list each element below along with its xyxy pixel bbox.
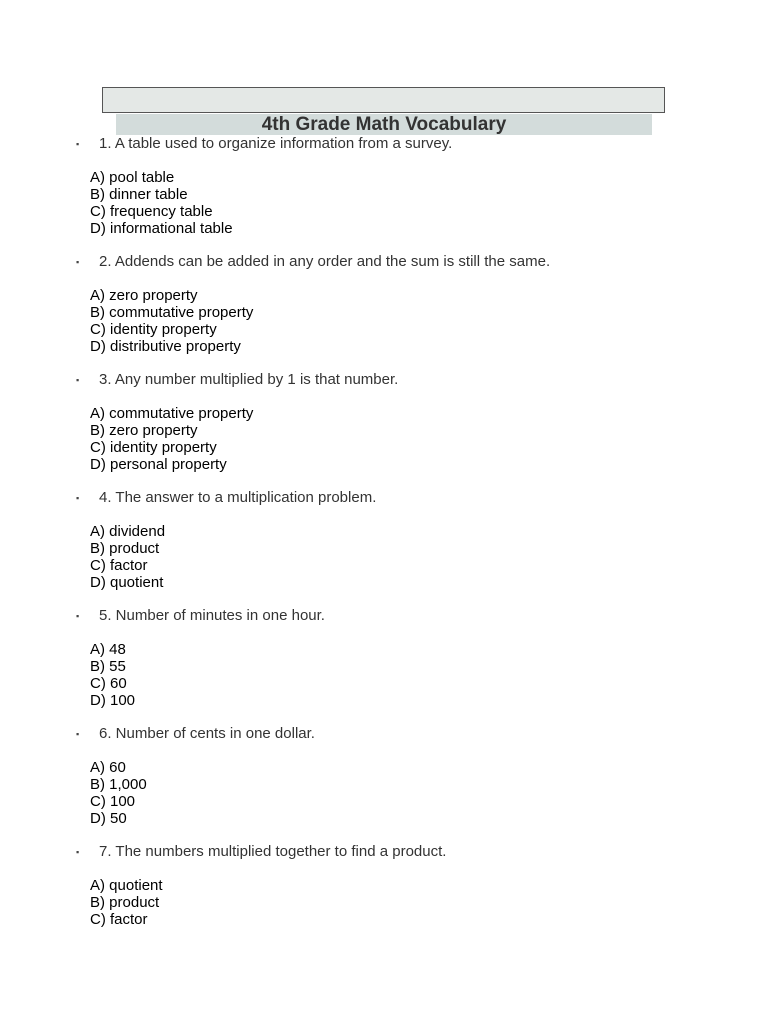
answer-option: D) distributive property <box>90 338 241 355</box>
bullet-icon: ▪ <box>76 611 80 621</box>
question-text: 1. A table used to organize information from a survey. <box>99 135 453 152</box>
question-text: 3. Any number multiplied by 1 is that number. <box>99 371 399 388</box>
answer-option: C) factor <box>90 557 148 574</box>
answer-option: B) zero property <box>90 422 198 439</box>
answer-list <box>90 169 233 237</box>
question-row <box>0 135 768 153</box>
question-text: 2. Addends can be added in any order and the sum is still the same. <box>99 253 551 270</box>
bullet-icon: ▪ <box>76 375 80 385</box>
bullet-icon: ▪ <box>76 847 80 857</box>
answer-option: B) product <box>90 540 160 557</box>
bullet-icon: ▪ <box>76 139 80 149</box>
page-title: 4th Grade Math Vocabulary <box>261 114 507 135</box>
question-3 <box>0 371 768 489</box>
answer-list <box>90 405 253 473</box>
answer-option: D) 50 <box>90 810 127 827</box>
answer-option: B) product <box>90 894 160 911</box>
answer-list <box>90 287 253 355</box>
answer-option: C) identity property <box>90 321 217 338</box>
answer-option: C) factor <box>90 911 148 928</box>
answer-list <box>90 523 165 591</box>
answer-option: B) commutative property <box>90 304 254 321</box>
question-row <box>0 843 768 861</box>
bullet-icon: ▪ <box>76 257 80 267</box>
answer-option: B) 55 <box>90 658 126 675</box>
answer-option: A) quotient <box>90 877 163 894</box>
answer-option: A) commutative property <box>90 405 254 422</box>
answer-option: B) 1,000 <box>90 776 147 793</box>
answer-option: D) informational table <box>90 220 233 237</box>
answer-option: C) identity property <box>90 439 217 456</box>
question-text: 4. The answer to a multiplication problem. <box>99 489 377 506</box>
answer-option: A) 60 <box>90 759 126 776</box>
question-5 <box>0 607 768 725</box>
answer-option: A) dividend <box>90 523 166 540</box>
question-7 <box>0 843 768 961</box>
question-row <box>0 371 768 389</box>
answer-option: D) quotient <box>90 574 164 591</box>
question-row <box>0 489 768 507</box>
answer-option: A) pool table <box>90 169 175 186</box>
header-box <box>102 87 665 113</box>
question-4 <box>0 489 768 607</box>
answer-option: C) frequency table <box>90 203 213 220</box>
answer-list <box>90 877 163 928</box>
question-row <box>0 725 768 743</box>
question-text: 5. Number of minutes in one hour. <box>99 607 325 624</box>
answer-option: C) 60 <box>90 675 127 692</box>
answer-option: C) 100 <box>90 793 136 810</box>
question-6 <box>0 725 768 843</box>
answer-list <box>90 759 147 827</box>
question-row <box>0 607 768 625</box>
answer-option: D) personal property <box>90 456 227 473</box>
question-text: 7. The numbers multiplied together to find a product. <box>99 843 447 860</box>
answer-option: B) dinner table <box>90 186 188 203</box>
bullet-icon: ▪ <box>76 493 80 503</box>
answer-option: D) 100 <box>90 692 136 709</box>
question-1 <box>0 135 768 253</box>
answer-option: A) zero property <box>90 287 198 304</box>
bullet-icon: ▪ <box>76 729 80 739</box>
question-text: 6. Number of cents in one dollar. <box>99 725 315 742</box>
answer-option: A) 48 <box>90 641 126 658</box>
question-2 <box>0 253 768 371</box>
answer-list <box>90 641 135 709</box>
question-list <box>0 135 768 961</box>
question-row <box>0 253 768 271</box>
